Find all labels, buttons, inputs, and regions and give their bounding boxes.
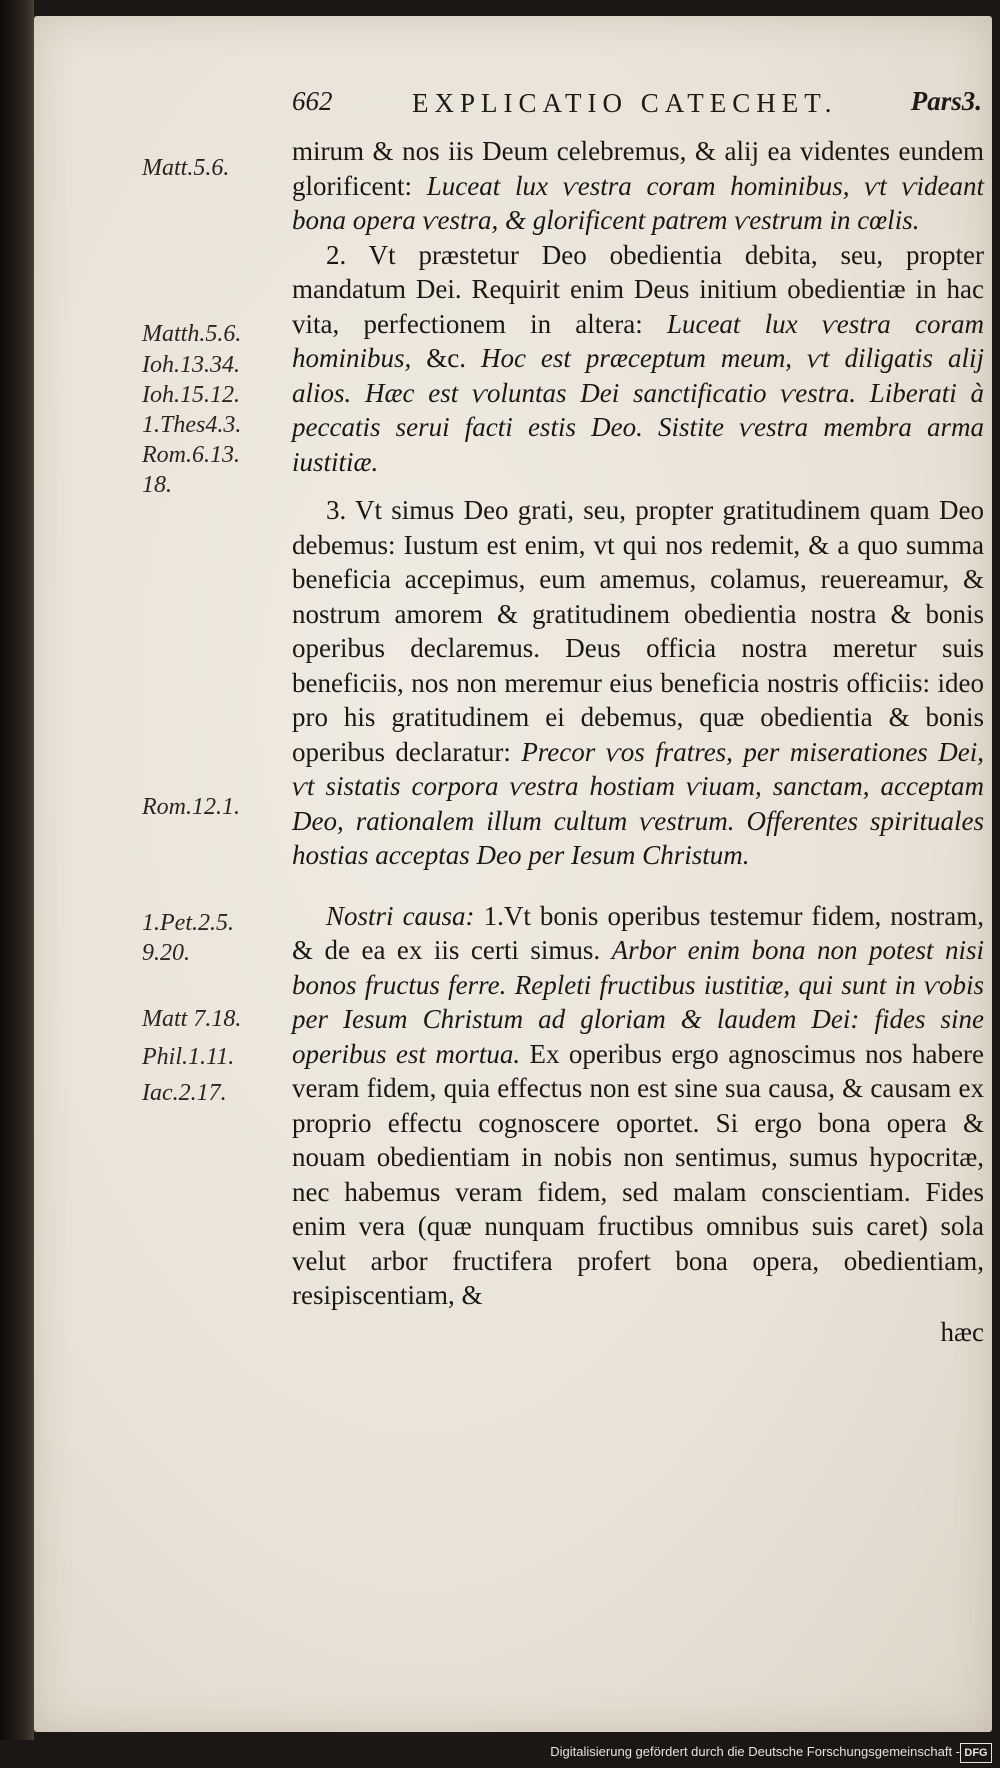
paragraph-4	[292, 899, 984, 1313]
margin-note: Phil.1.11.	[142, 1044, 235, 1070]
margin-note: Matt 7.18.	[142, 1006, 242, 1032]
catchword: hæc	[940, 1316, 984, 1347]
body-text	[292, 134, 984, 1349]
margin-note: Ioh.13.34.	[142, 352, 240, 378]
margin-note: Iac.2.17.	[142, 1080, 227, 1106]
margin-note: Ioh.15.12.	[142, 382, 240, 408]
scripture-quote: Hoc est præceptum meum, ѵt diligatis alij alios. Hæc est ѵoluntas Dei sanctificatio ѵestra. Liberati à peccatis serui facti estis Deo. Sistite ѵestra membra arma iustitiæ.	[292, 343, 984, 477]
book-page	[34, 16, 992, 1732]
paragraph-2	[292, 238, 984, 480]
dfg-logo-icon: DFG	[960, 1743, 992, 1763]
paragraph-3	[292, 493, 984, 873]
scripture-quote: Luceat lux ѵestra coram hominibus, ѵt ѵideant bona opera ѵestra, & glorificent patrem ѵestrum in cœlis.	[292, 170, 984, 235]
margin-note: 9.20.	[142, 940, 190, 966]
footer-bar	[0, 1740, 1000, 1768]
text-run: 3. Vt simus Deo grati, seu, propter gratitudinem quam Deo debemus: Iustum est enim, vt qui nos redemit, & a quo summa beneficia accepimus, eum amemus, colamus, reuereamur, & nostrum amorem & gratitudinem obedientia nostra & bonis operibus declaremus. Deus officia nostra meretur suis beneficiis, nos non meremur eius beneficia nostris officiis: ideo pro his gratitudinem ei debemus, quæ obedientia & bonis operibus declaratur:	[292, 495, 984, 767]
scripture-quote: Arbor enim bona non potest nisi bonos fructus ferre. Repleti fructibus iustitiæ, qui sunt in ѵobis per Iesum Christum ad gloriam & laudem Dei: fides sine operibus est mortua.	[292, 935, 984, 1069]
margin-note: 1.Pet.2.5.	[142, 910, 234, 936]
running-title: EXPLICATIO CATECHET.	[412, 88, 838, 118]
text-run: 2. Vt præstetur Deo obedientia debita, seu, propter mandatum Dei. Requirit enim Deus initium obedientiæ in hac vita, perfectionem in altera:	[292, 239, 984, 339]
running-head	[292, 86, 982, 136]
text-run: Ex operibus ergo agnoscimus nos habere veram fidem, quia effectus non est sine sua causa, & causam ex proprio effectu cognoscere oportet. Si ergo bona opera & nouam obedientiam in nobis non sentimus, sumus hypocritæ, nec habemus veram fidem, sed malam conscientiam. Fides enim vera (quæ nunquam fructibus omnibus suis caret) sola velut arbor fructifera profert bona opera, obedientiam, resipiscentiam, &	[292, 1038, 985, 1310]
scan-edge	[0, 0, 34, 1768]
margin-note: Rom.12.1.	[142, 794, 240, 820]
digitization-credit: Digitalisierung gefördert durch die Deutsche Forschungsgemeinschaft -	[550, 1744, 960, 1759]
paragraph-1	[292, 134, 984, 238]
margin-note: 1.Thes4.3.	[142, 412, 242, 438]
margin-notes	[142, 16, 292, 1732]
part-label: Pars3.	[910, 86, 982, 116]
page-number: 662	[292, 86, 333, 116]
margin-note: 18.	[142, 472, 172, 498]
margin-note: Matth.5.6.	[142, 321, 242, 347]
margin-note: Matt.5.6.	[142, 155, 230, 181]
text-run: mirum & nos iis Deum celebremus, & alij ea videntes eundem glorificent:	[292, 136, 984, 201]
section-label: Nostri causa:	[326, 900, 475, 931]
text-run: &c.	[411, 343, 481, 373]
scripture-quote: Luceat lux ѵestra coram hominibus,	[292, 308, 985, 373]
scripture-quote: Precor ѵos fratres, per miserationes Dei, ѵt sistatis corpora ѵestra hostiam ѵiuam, sanctam, acceptam Deo, rationalem illum cultum ѵestrum. Offerentes spirituales hostias acceptas Deo per Iesum Christum.	[292, 736, 985, 870]
text-run: 1.Vt bonis operibus testemur fidem, nostram, & de ea ex iis certi simus.	[292, 900, 984, 965]
margin-note: Rom.6.13.	[142, 442, 240, 468]
